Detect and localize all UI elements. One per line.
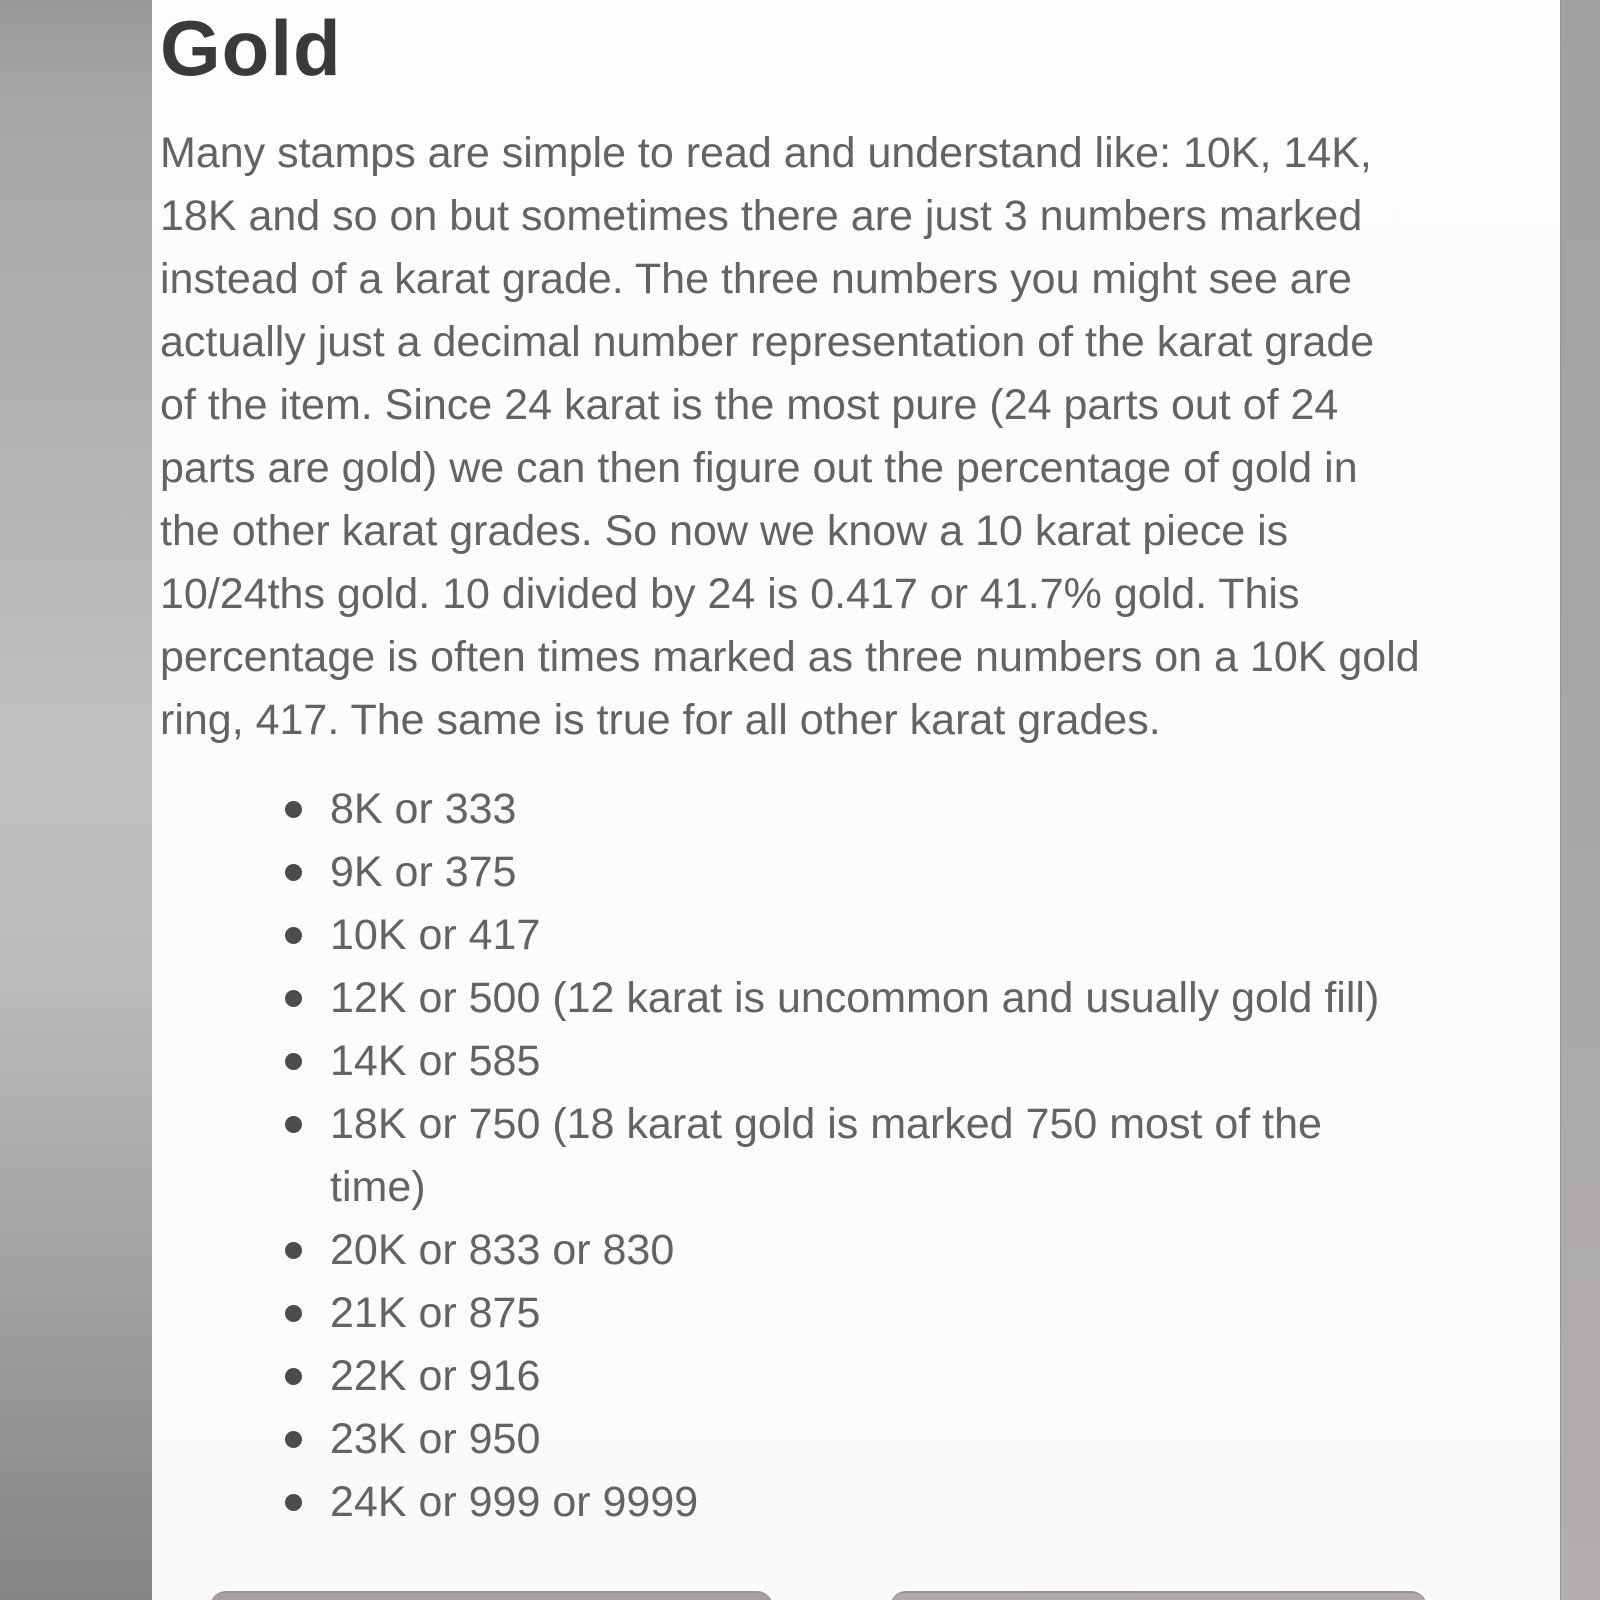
list-item	[160, 904, 1560, 967]
paragraph-line: percentage is often times marked as three numbers on a 10K gold	[160, 633, 1420, 681]
list-item-text: 24K or 999 or 9999	[330, 1478, 699, 1526]
list-item-text: time)	[330, 1163, 426, 1211]
list-item	[160, 967, 1560, 1030]
bullet-icon	[285, 1368, 302, 1385]
bullet-icon	[285, 1053, 302, 1070]
paragraph-line: 10/24ths gold. 10 divided by 24 is 0.417 or 41.7% gold. This	[160, 570, 1300, 618]
bullet-icon	[285, 990, 302, 1007]
paragraph-line: parts are gold) we can then figure out the percentage of gold in	[160, 444, 1358, 492]
list-item	[160, 1219, 1560, 1282]
bullet-icon	[285, 1305, 302, 1322]
list-item	[160, 1408, 1560, 1471]
karat-grade-list	[160, 778, 1560, 1534]
intro-paragraph	[160, 122, 1560, 752]
list-item-text: 21K or 875	[330, 1289, 541, 1337]
list-item-text: 20K or 833 or 830	[330, 1226, 675, 1274]
bullet-icon	[285, 1494, 302, 1511]
paragraph-line: ring, 417. The same is true for all other karat grades.	[160, 696, 1161, 744]
bullet-icon	[285, 801, 302, 818]
paragraph-line: of the item. Since 24 karat is the most pure (24 parts out of 24	[160, 381, 1339, 429]
list-item	[160, 778, 1560, 841]
right-gutter	[1560, 0, 1600, 1600]
left-gutter	[0, 0, 152, 1600]
bullet-icon	[285, 1431, 302, 1448]
paragraph-line: 18K and so on but sometimes there are just 3 numbers marked	[160, 192, 1363, 240]
page-title: Gold	[160, 4, 342, 92]
list-item	[160, 1093, 1560, 1219]
bullet-icon	[285, 927, 302, 944]
list-item-text: 9K or 375	[330, 848, 517, 896]
bullet-icon	[285, 1242, 302, 1259]
list-item-text: 10K or 417	[330, 911, 541, 959]
list-item	[160, 1471, 1560, 1534]
list-item	[160, 1282, 1560, 1345]
bottom-right-button[interactable]	[890, 1591, 1427, 1600]
paragraph-line: actually just a decimal number representation of the karat grade	[160, 318, 1375, 366]
bullet-icon	[285, 1116, 302, 1133]
paragraph-line: Many stamps are simple to read and understand like: 10K, 14K,	[160, 129, 1372, 177]
list-item-text: 8K or 333	[330, 785, 517, 833]
list-item-text: 22K or 916	[330, 1352, 541, 1400]
list-item-text: 18K or 750 (18 karat gold is marked 750 most of the	[330, 1100, 1322, 1148]
bullet-icon	[285, 864, 302, 881]
list-item	[160, 1345, 1560, 1408]
list-item	[160, 1030, 1560, 1093]
article-page	[152, 0, 1560, 1600]
bottom-left-button[interactable]	[210, 1591, 773, 1600]
list-item-text: 23K or 950	[330, 1415, 541, 1463]
paragraph-line: the other karat grades. So now we know a 10 karat piece is	[160, 507, 1289, 555]
list-item-text: 12K or 500 (12 karat is uncommon and usually gold fill)	[330, 974, 1380, 1022]
list-item-text: 14K or 585	[330, 1037, 541, 1085]
list-item	[160, 841, 1560, 904]
paragraph-line: instead of a karat grade. The three numbers you might see are	[160, 255, 1352, 303]
